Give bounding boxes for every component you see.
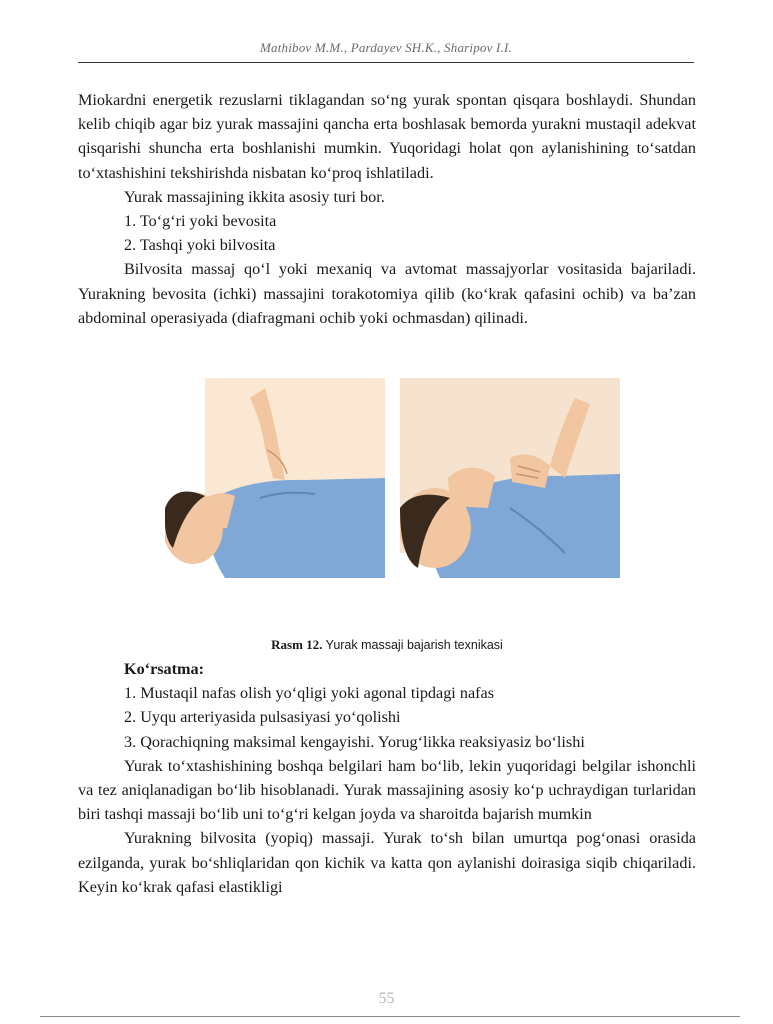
page-number: 55 xyxy=(378,990,395,1007)
figure-panel-right xyxy=(400,378,620,590)
cpr-illustration xyxy=(165,378,620,590)
paragraph-2: Yurak massajining ikkita asosiy turi bor. xyxy=(124,187,385,206)
caption-label: Rasm 12. xyxy=(271,637,323,652)
figure-panel-left xyxy=(165,378,385,590)
list-item: 2. Uyqu arteriyasida pulsasiyasi yo‘qolishi xyxy=(124,708,401,727)
figure-caption xyxy=(78,637,696,653)
list-item: 2. Tashqi yoki bilvosita xyxy=(124,236,276,255)
paragraph-4: Yurak to‘xtashishining boshqa belgilari ham bo‘lib, lekin yuqoridagi belgilar ishonchli va tez aniqlanadigan bo‘lib hisoblanadi. Yurak massajining asosiy ko‘p uchraydigan turlaridan biri tashqi massaji bo‘lib uni to‘g‘ri kelgan joyda va sharoitda bajarish mumkin xyxy=(78,756,696,824)
paragraph-1: Miokardni energetik rezuslarni tiklagandan so‘ng yurak spontan qisqara boshlaydi. Shundan kelib chiqib agar biz yurak massajini qancha erta boshlasak bemorda yurakni mustaqil adekvat qisqarishi shuncha erta boshlanishi mumkin. Yuqoridagi holat qon aylanishining to‘satdan to‘xtashishini tekshirishda nisbatan ko‘proq ishlatiladi. xyxy=(78,91,696,182)
caption-text: Yurak massaji bajarish texnikasi xyxy=(325,638,503,652)
list-item: 1. To‘g‘ri yoki bevosita xyxy=(124,212,277,231)
body-text-bottom xyxy=(78,657,696,899)
section-title: Ko‘rsatma: xyxy=(124,660,205,678)
bottom-rule xyxy=(40,1016,740,1017)
running-header: Mathibov M.M., Pardayev SH.K., Sharipov I.I. xyxy=(259,40,513,55)
paragraph-5: Yurakning bilvosita (yopiq) massaji. Yurak to‘sh bilan umurtqa pog‘onasi orasida ezilganda, yurak bo‘shliqlaridan qon kichik va katta qon aylanishi doirasiga siqib chiqariladi. Keyin ko‘krak qafasi elastikligi xyxy=(78,829,696,896)
body-text-top xyxy=(78,88,696,330)
list-item: 3. Qorachiqning maksimal kengayishi. Yorug‘likka reaksiyasiz bo‘lishi xyxy=(124,732,585,751)
header-rule xyxy=(78,62,694,63)
list-item: 1. Mustaqil nafas olish yo‘qligi yoki agonal tipdagi nafas xyxy=(124,684,495,703)
paragraph-3: Bilvosita massaj qo‘l yoki mexaniq va avtomat massajyorlar vositasida bajariladi. Yurakning bevosita (ichki) massajini torakotomiya qilib (ko‘krak qafasini ochib) va ba’zan abdominal operasiyada (diafragmani ochib yoki ochmasdan) qilinadi. xyxy=(78,260,696,327)
